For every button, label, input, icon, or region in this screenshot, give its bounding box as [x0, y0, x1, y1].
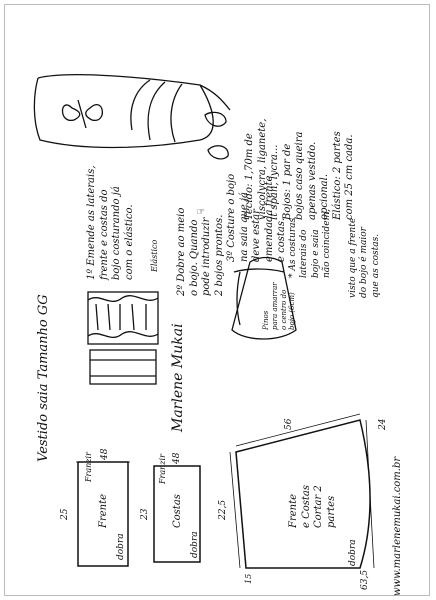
step-line: frente e costas do: [98, 189, 110, 280]
step-line: 1º Emende as laterais,: [86, 165, 97, 280]
step-line: bojo e saia: [310, 229, 321, 278]
page-title: Vestido saia Tamanho GG: [36, 294, 51, 462]
step1-text: [86, 165, 136, 280]
front-width: 48: [100, 448, 110, 460]
materials-line: Tecido: 1,70m de: [244, 133, 255, 220]
step2-text: [176, 208, 226, 296]
step-line: bojo costurando já: [111, 186, 122, 280]
step-line: que as costas.: [370, 233, 381, 298]
step-line: 2º Dobre ao meio: [176, 207, 187, 296]
step3-side-note: [262, 282, 297, 330]
materials-line: Elástico: 2 partes: [331, 131, 343, 220]
materials-line: apenas vestido.: [306, 141, 318, 220]
step-line: do bojo é maior: [359, 227, 370, 298]
step3-text: [226, 174, 289, 262]
step-line: deve estar: [251, 209, 262, 262]
back-piece-name: Costas: [172, 494, 183, 528]
skirt-top-width: 56: [284, 418, 294, 430]
front-gather-tag: Franzir: [84, 452, 93, 482]
signature: Marlene Mukai: [170, 323, 186, 432]
materials-line: it span, lycra...: [269, 144, 280, 220]
skirt-line: e Costas: [300, 484, 312, 528]
skirt-left-height: 22,5: [218, 499, 228, 520]
skirt-line: Frente: [288, 493, 299, 528]
skirt-fold-label: dobra: [348, 539, 358, 566]
front-piece-name: Frente: [98, 493, 109, 528]
back-height: 23: [140, 508, 150, 520]
dress-illustration: [34, 75, 230, 159]
materials-line: viscolycra, liganete,: [256, 118, 268, 220]
back-fold-label: dobra: [190, 531, 200, 558]
step-line: * As costuras: [288, 217, 298, 278]
step-line: com o elástico.: [123, 204, 135, 280]
step-line: emendada frente: [263, 175, 275, 262]
step-marker: ☞: [196, 207, 205, 218]
step-line: o centro do: [279, 289, 288, 330]
bodice-tube-2: [90, 350, 156, 384]
step-line: 2 bojos prontos.: [213, 214, 225, 296]
front-height: 25: [60, 508, 70, 520]
skirt-piece-text: [288, 485, 338, 528]
step-line: e costas.: [276, 217, 287, 262]
materials-line: Bojos: 1 par de: [281, 143, 293, 220]
skirt-bottom-width: 63,5: [360, 569, 370, 590]
bodice-tube-1: [88, 292, 158, 344]
step-line: bojo (6cm): [288, 292, 297, 330]
step-line: Pinos: [262, 310, 270, 330]
skirt-line: Cortar 2: [313, 485, 324, 528]
step-line: 3º Costure o bojo: [226, 173, 237, 262]
back-gather-tag: Franzir: [158, 454, 167, 484]
step-line: pode introduzir: [201, 217, 212, 296]
back-width: 48: [172, 452, 182, 464]
step1-elastic-tag: Elástico: [150, 239, 159, 272]
step3-end: [348, 218, 382, 298]
website-url: www.marlenemukai.com.br: [392, 456, 403, 596]
step-line: o bojo. Quando: [188, 219, 200, 296]
materials-line: opcional.: [319, 173, 330, 220]
step3-note: [288, 209, 333, 278]
step-line: na saia que já: [238, 191, 250, 262]
front-fold-label: dobra: [116, 533, 126, 560]
step-line: para amarrar: [270, 282, 279, 330]
materials-line: bojos caso queira: [294, 131, 305, 220]
step-line: laterais do: [299, 229, 310, 278]
skirt-small-measure: 15: [244, 573, 253, 584]
step-line: visto que a frente: [348, 217, 358, 298]
skirt-right-height: 24: [378, 418, 388, 430]
skirt-line: partes: [325, 495, 337, 528]
materials-line: com 25 cm cada.: [344, 134, 355, 220]
step-line: não coincidem,: [321, 209, 332, 278]
